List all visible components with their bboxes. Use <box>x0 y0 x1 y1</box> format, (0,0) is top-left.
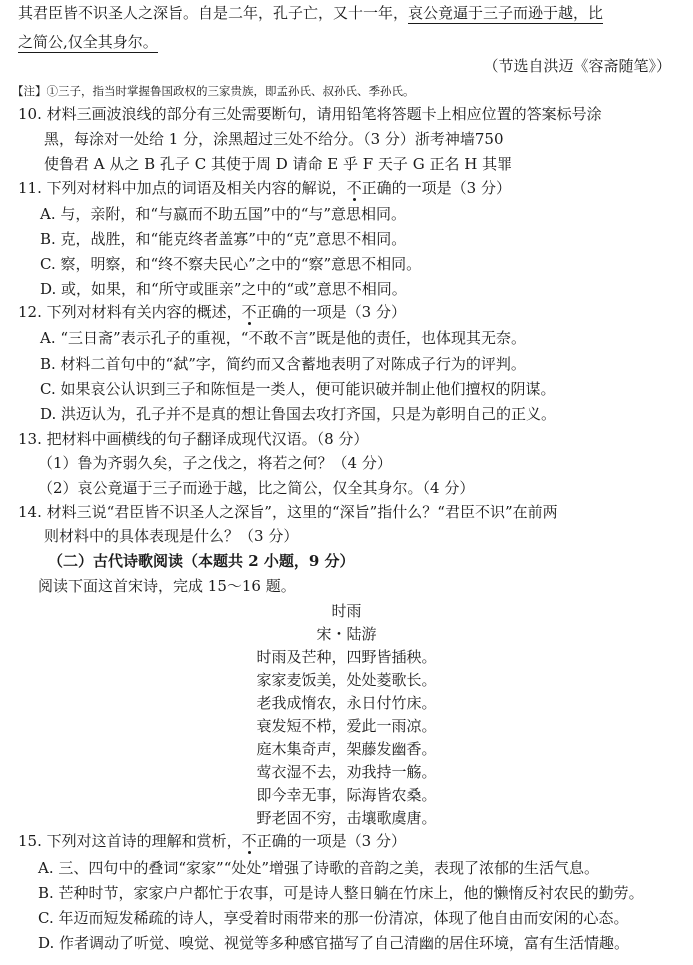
emphasis-char: 不 <box>241 303 257 321</box>
q13-sentence-2: （2）哀公竟逼于三子而逊于越，比之简公，仅全其身尔。（4 分） <box>38 479 475 497</box>
poem-line: 即今幸无事，际海皆农桑。 <box>256 786 437 804</box>
emphasis-char: 不 <box>241 832 257 850</box>
q11-stem <box>18 177 511 199</box>
poem-line: 莺衣湿不去，劝我持一觞。 <box>256 763 437 781</box>
poem-line: 野老固不穷，击壤歌虞唐。 <box>256 809 437 827</box>
q15-option-b: B. 芒种时节，家家户户都忙于农事，可是诗人整日躺在竹床上，他的懒惰反衬农民的勤劳。 <box>38 884 644 902</box>
passage-text: 其君臣皆不识圣人之深旨。自是二年，孔子亡，又十一年， <box>18 4 409 22</box>
stem-text: 12. 下列对材料有关内容的概述， <box>18 303 242 321</box>
annotation-note: 【注】①三子，指当时掌握鲁国政权的三家贵族，即孟孙氏、叔孙氏、季孙氏。 <box>12 84 415 98</box>
section-instruction: 阅读下面这首宋诗，完成 15～16 题。 <box>38 577 296 595</box>
q12-option-a: A. “三日斋”表示孔子的重视，“不敢不言”既是他的责任，也体现其无奈。 <box>40 329 527 347</box>
passage-line-1 <box>18 2 603 24</box>
q13-stem: 13. 把材料中画横线的句子翻译成现代汉语。（8 分） <box>18 430 369 448</box>
poem-author: 宋・陆游 <box>316 625 377 643</box>
stem-text: 11. 下列对材料中加点的词语及相关内容的解说， <box>18 179 347 197</box>
q10-line-1: 10. 材料三画波浪线的部分有三处需要断句，请用铅笔将答题卡上相应位置的答案标号涂 <box>18 105 602 123</box>
section-heading: （二）古代诗歌阅读（本题共 2 小题，9 分） <box>48 552 355 570</box>
passage-line-2 <box>18 31 158 53</box>
q15-option-d: D. 作者调动了听觉、嗅觉、视觉等多种感官描写了自己清幽的居住环境，富有生活情趣。 <box>38 934 630 952</box>
emphasis-char: 不 <box>346 179 362 197</box>
q14-line-2: 则材料中的具体表现是什么？（3 分） <box>44 527 299 545</box>
q15-option-c: C. 年迈而短发稀疏的诗人，享受着时雨带来的那一份清凉，体现了他自由而安闲的心态。 <box>38 909 629 927</box>
q12-option-b: B. 材料二首句中的“弑”字，简约而又含蓄地表明了对陈成子行为的评判。 <box>40 355 526 373</box>
poem-title: 时雨 <box>331 602 362 620</box>
underlined-sentence: 哀公竟逼于三子而逊于越，比 <box>408 4 604 22</box>
stem-text: 正确的一项是（3 分） <box>256 303 406 321</box>
stem-text: 正确的一项是（3 分） <box>361 179 511 197</box>
q11-option-d: D. 或，如果，和“所守或匪亲”之中的“或”意思不相同。 <box>40 280 407 298</box>
underlined-sentence: 之简公,仅全其身尔。 <box>18 33 158 51</box>
q11-option-b: B. 克，战胜，和“能克终者盖寡”中的“克”意思不相同。 <box>40 230 407 248</box>
poem-line: 庭木集奇声，架藤发幽香。 <box>256 740 437 758</box>
q12-option-c: C. 如果哀公认识到三子和陈恒是一类人，便可能识破并制止他们擅权的阴谋。 <box>40 380 556 398</box>
q10-line-2: 黑，每涂对一处给 1 分，涂黑超过三处不给分。（3 分）浙考神墙750 <box>44 130 504 148</box>
q14-line-1: 14. 材料三说“君臣皆不识圣人之深旨”，这里的“深旨”指什么？“君臣不识”在前两 <box>18 503 558 521</box>
q11-option-c: C. 察，明察，和“终不察夫民心”之中的“察”意思不相同。 <box>40 255 422 273</box>
poem-line: 时雨及芒种，四野皆插秧。 <box>256 648 437 666</box>
poem-line: 家家麦饭美，处处菱歌长。 <box>256 671 437 689</box>
poem-line: 衰发短不栉，爱此一雨凉。 <box>256 717 437 735</box>
q10-sentence: 使鲁君 A 从之 B 孔子 C 其使于周 D 请命 E 乎 F 天子 G 正名 H 其罪 <box>44 155 513 173</box>
q11-option-a: A. 与，亲附，和“与嬴而不助五国”中的“与”意思相同。 <box>40 205 407 223</box>
stem-text: 15. 下列对这首诗的理解和赏析， <box>18 832 242 850</box>
q15-option-a: A. 三、四句中的叠词“家家”“处处”增强了诗歌的音韵之美，表现了浓郁的生活气息。 <box>38 859 600 877</box>
q12-option-d: D. 洪迈认为，孔子并不是真的想让鲁国去攻打齐国，只是为彰明自己的正义。 <box>40 405 557 423</box>
poem-line: 老我成惰农，永日付竹床。 <box>256 694 437 712</box>
stem-text: 正确的一项是（3 分） <box>256 832 406 850</box>
q13-sentence-1: （1）鲁为齐弱久矣，子之伐之，将若之何？（4 分） <box>38 454 392 472</box>
q15-stem <box>18 830 406 852</box>
source-citation: （节选自洪迈《容斋随笔》） <box>483 57 671 75</box>
q12-stem <box>18 301 406 323</box>
